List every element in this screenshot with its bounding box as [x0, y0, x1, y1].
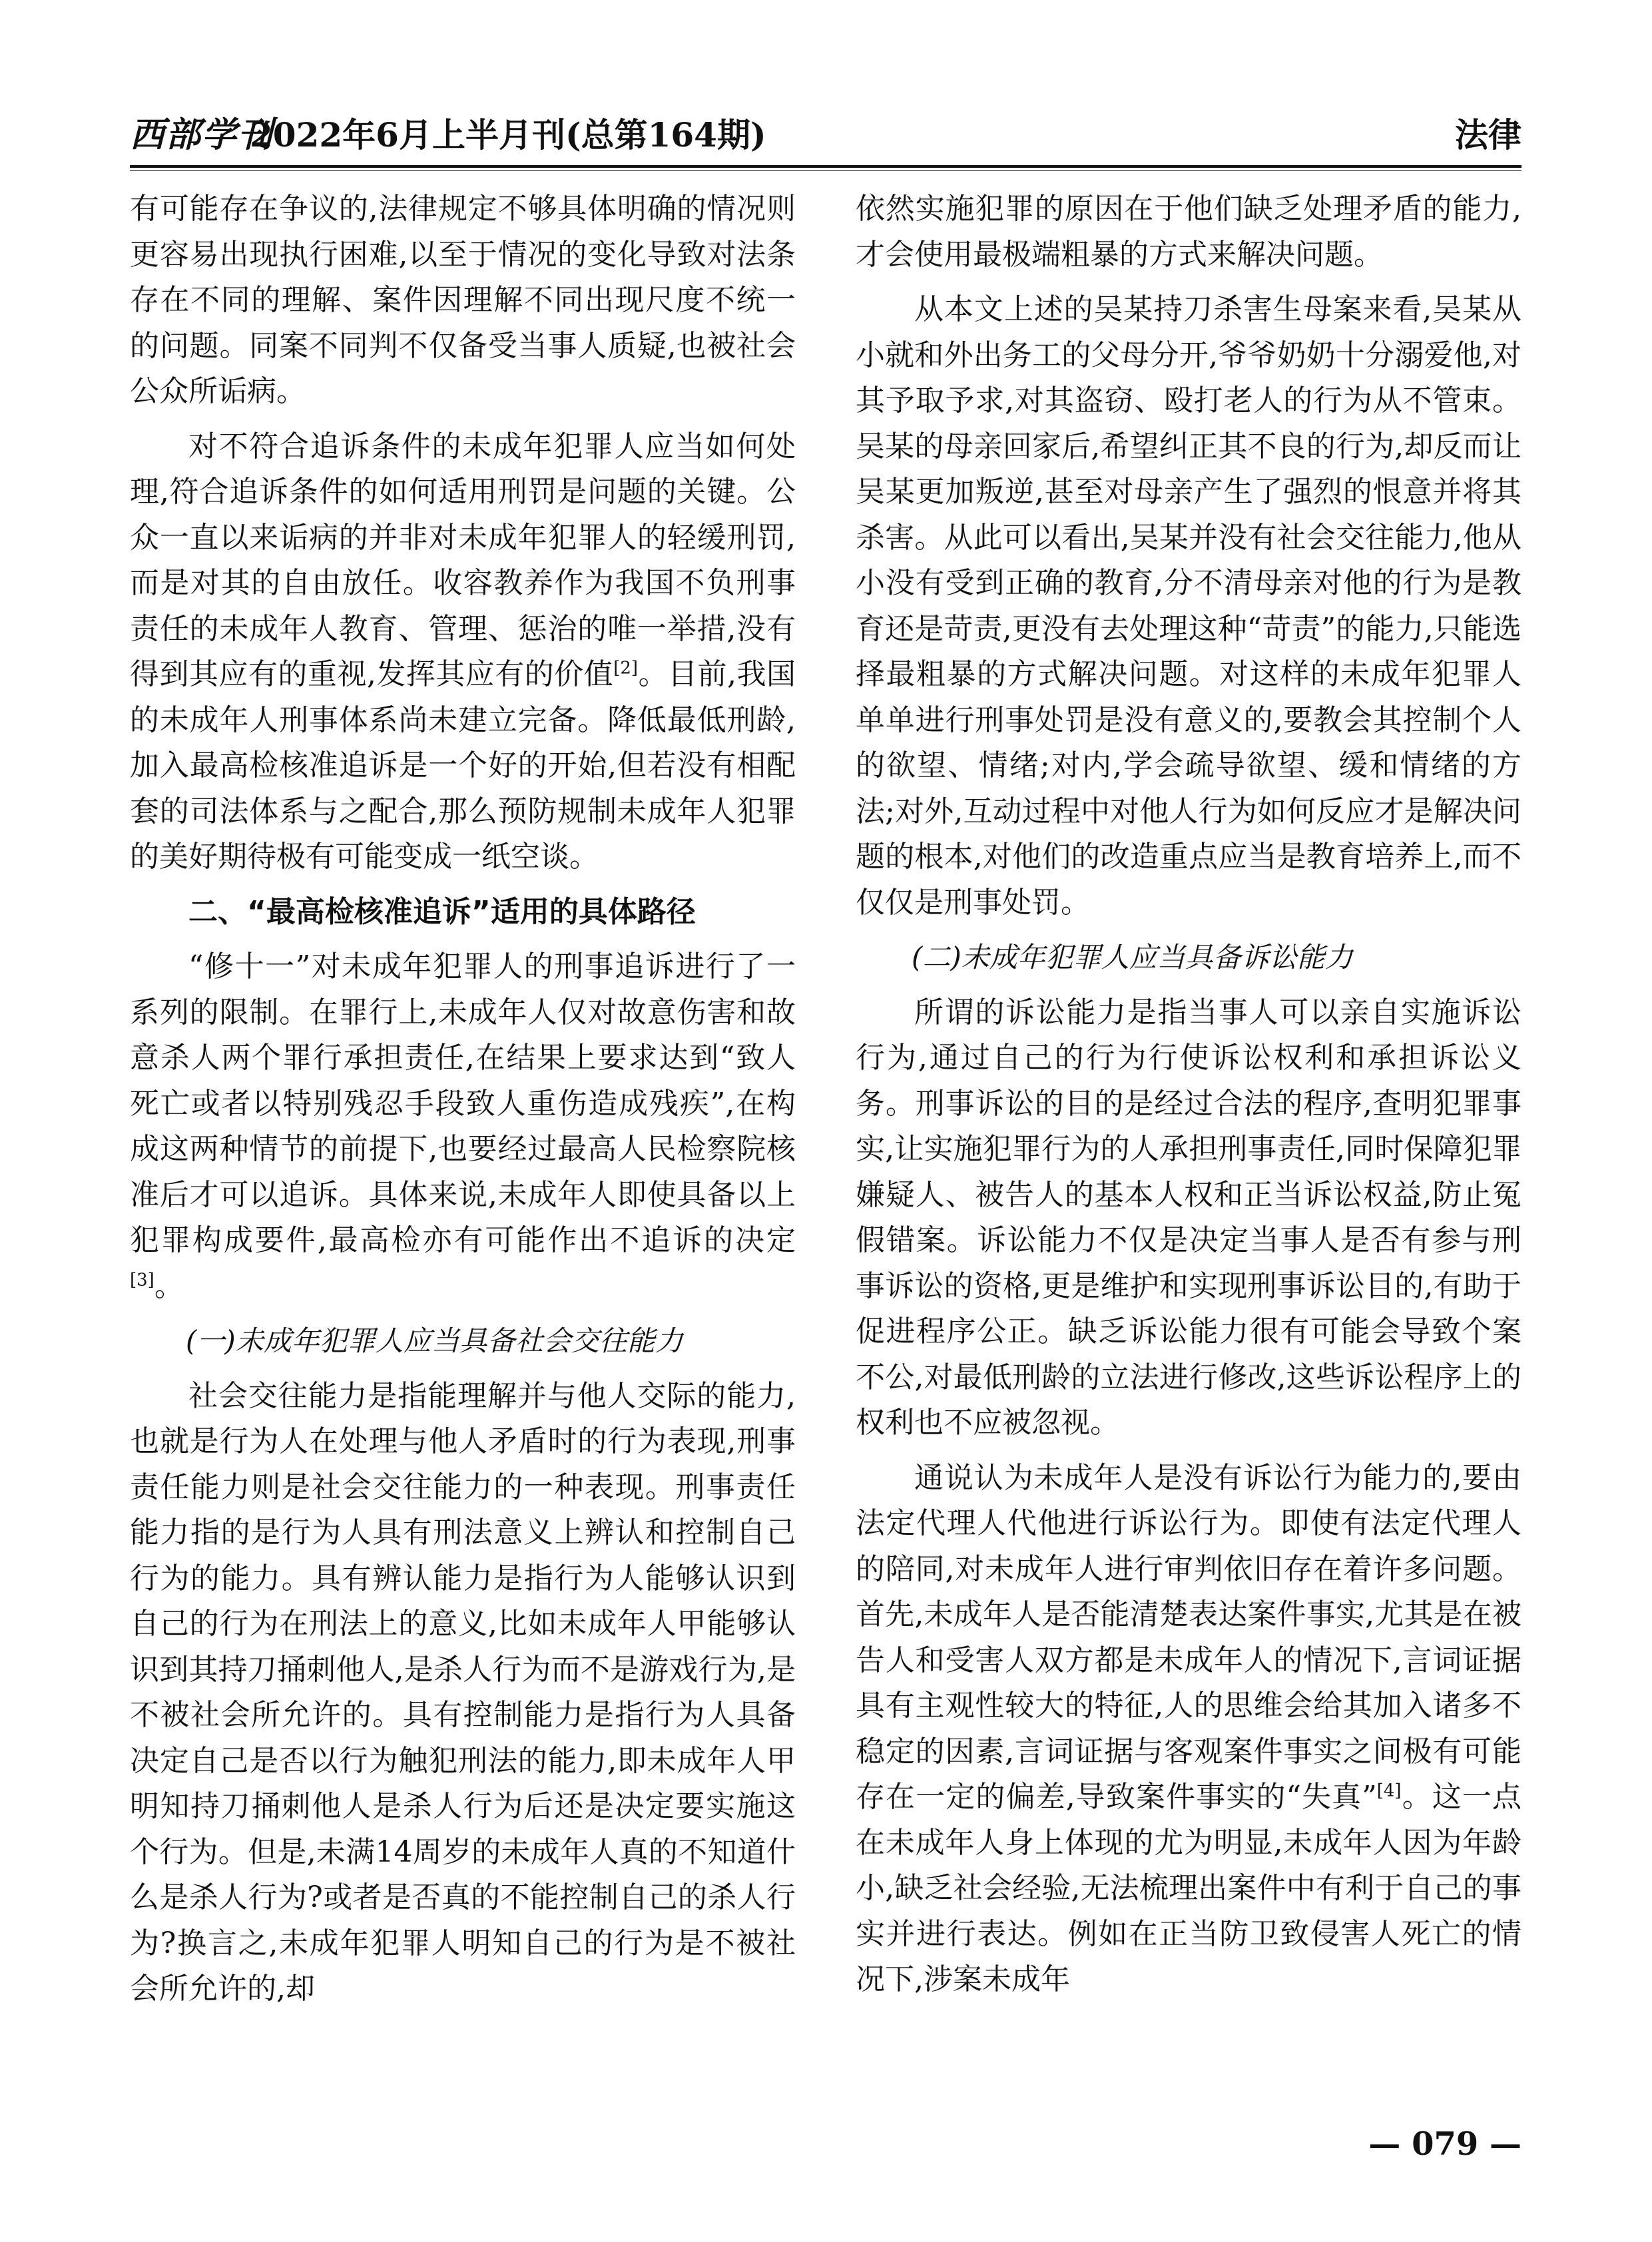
paragraph: [130, 944, 796, 1309]
paragraph: 社会交往能力是指能理解并与他人交际的能力,也就是行为人在处理与他人矛盾时的行为表现,刑事责任能力则是社会交往能力的一种表现。刑事责任能力指的是行为人具有刑法意义上辨认和控制自己行为的能力。具有辨认能力是指行为人能够认识到自己的行为在刑法上的意义,比如未成年人甲能够认识到其持刀捅刺他人,是杀人行为而不是游戏行为,是不被社会所允许的。具有控制能力是指行为人具备决定自己是否以行为触犯刑法的能力,即未成年人甲明知持刀捅刺他人是杀人行为后还是决定要实施这个行为。但是,未满14周岁的未成年人真的不知道什么是杀人行为?或者是否真的不能控制自己的杀人行为?换言之,未成年犯罪人明知自己的行为是不被社会所允许的,却: [130, 1378, 796, 2006]
paragraph-text: 。目前,我国的未成年人刑事体系尚未建立完备。降低最低刑龄,加入最高检核准追诉是一个好的开始,但若没有相配套的司法体系与之配合,那么预防规制未成年人犯罪的美好期待极有可能变成一纸空谈。: [130, 657, 796, 874]
paragraph-text: 。这一点在未成年人身上体现的尤为明显,未成年人因为年龄小,缺乏社会经验,无法梳理出案件中有利于自己的事实并进行表达。例如在正当防卫致侵害人死亡的情况下,涉案未成年: [856, 1780, 1521, 1996]
paragraph: 依然实施犯罪的原因在于他们缺乏处理矛盾的能力,才会使用最极端粗暴的方式来解决问题。: [856, 192, 1521, 272]
issue-info: 2022年6月上半月刊(总第164期): [250, 115, 766, 154]
paragraph: 有可能存在争议的,法律规定不够具体明确的情况则更容易出现执行困难,以至于情况的变化导致对法条存在不同的理解、案件因理解不同出现尺度不统一的问题。同案不同判不仅备受当事人质疑,也被社会公众所诟病。: [130, 192, 796, 408]
paragraph: 所谓的诉讼能力是指当事人可以亲自实施诉讼行为,通过自己的行为行使诉讼权利和承担诉讼义务。刑事诉讼的目的是经过合法的程序,查明犯罪事实,让实施犯罪行为的人承担刑事责任,同时保障犯罪嫌疑人、被告人的基本人权和正当诉讼权益,防止冤假错案。诉讼能力不仅是决定当事人是否有参与刑事诉讼的资格,更是维护和实现刑事诉讼目的,有助于促进程序公正。缺乏诉讼能力很有可能会导致个案不公,对最低刑龄的立法进行修改,这些诉讼程序上的权利也不应被忽视。: [856, 995, 1521, 1440]
paragraph: [130, 424, 796, 880]
citation-ref: [2]: [613, 658, 639, 679]
paragraph: 从本文上述的吴某持刀杀害生母案来看,吴某从小就和外出务工的父母分开,爷爷奶奶十分溺爱他,对其予取予求,对其盗窃、殴打老人的行为从不管束。吴某的母亲回家后,希望纠正其不良的行为,却反而让吴某更加叛逆,甚至对母亲产生了强烈的恨意并将其杀害。从此可以看出,吴某并没有社会交往能力,他从小没有受到正确的教育,分不清母亲对他的行为是教育还是苛责,更没有去处理这种“苛责”的能力,只能选择最粗暴的方式解决问题。对这样的未成年犯罪人单单进行刑事处罚是没有意义的,要教会其控制个人的欲望、情绪;对内,学会疏导欲望、缓和情绪的方法;对外,互动过程中对他人行为如何反应才是解决问题的根本,对他们的改造重点应当是教育培养上,而不仅仅是刑事处罚。: [856, 292, 1521, 920]
paragraph-text: 对不符合追诉条件的未成年犯罪人应当如何处理,符合追诉条件的如何适用刑罚是问题的关键。公众一直以来诟病的并非对未成年犯罪人的轻缓刑罚,而是对其的自由放任。收容教养作为我国不负刑事责任的未成年人教育、管理、惩治的唯一举措,没有得到其应有的重视,发挥其应有的价值: [130, 429, 796, 691]
paragraph-text: “修十一”对未成年犯罪人的刑事追诉进行了一系列的限制。在罪行上,未成年人仅对故意伤害和故意杀人两个罪行承担责任,在结果上要求达到“致人死亡或者以特别残忍手段致人重伤造成残疾”,在构成这两种情节的前提下,也要经过最高人民检察院核准后才可以追诉。具体来说,未成年人即使具备以上犯罪构成要件,最高检亦有可能作出不追诉的决定: [130, 950, 796, 1257]
section-heading: 二、“最高检核准追诉”适用的具体路径: [188, 894, 696, 929]
citation-ref: [3]: [130, 1269, 154, 1290]
subsection-heading: (一)未成年犯罪人应当具备社会交往能力: [186, 1324, 683, 1357]
page-number: — 079 —: [1368, 2125, 1521, 2163]
left-column: [130, 186, 796, 2022]
page-header: [130, 113, 1521, 157]
right-column: [856, 186, 1521, 2012]
header-rule: [130, 165, 1521, 168]
section-label: 法律: [1455, 115, 1521, 154]
subsection-heading: (二)未成年犯罪人应当具备诉讼能力: [912, 941, 1353, 974]
paragraph: [856, 1456, 1521, 2003]
citation-ref: [4]: [1376, 1781, 1402, 1801]
paragraph-text: 通说认为未成年人是没有诉讼行为能力的,要由法定代理人代他进行诉讼行为。即使有法定代理人的陪同,对未成年人进行审判依旧存在着许多问题。首先,未成年人是否能清楚表达案件事实,尤其是在被告人和受害人双方都是未成年人的情况下,言词证据具有主观性较大的特征,人的思维会给其加入诸多不稳定的因素,言词证据与客观案件事实之间极有可能存在一定的偏差,导致案件事实的“失真”: [856, 1460, 1521, 1814]
paragraph-text: 。: [154, 1268, 184, 1303]
header-rule-thin: [130, 170, 1521, 171]
journal-logo: 西部学刊: [130, 115, 274, 155]
